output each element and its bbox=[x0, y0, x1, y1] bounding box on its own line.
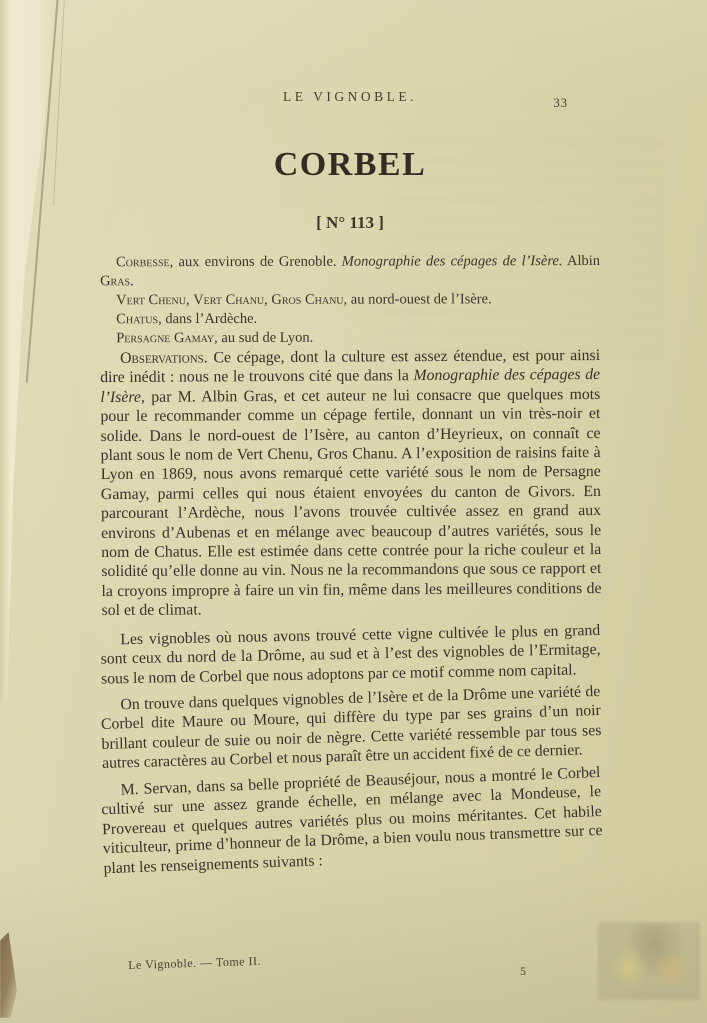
text-segment: Observations bbox=[120, 349, 204, 367]
text-segment: Gros Chanu bbox=[271, 291, 344, 308]
text-segment: , dans l’Ardèche. bbox=[158, 310, 258, 328]
text-segment: Gras bbox=[100, 273, 131, 290]
faint-photo-watermark bbox=[598, 922, 700, 1000]
text-segment: , au nord-ouest de l’Isère. bbox=[343, 291, 492, 308]
text-segment: Vert Chenu bbox=[116, 292, 186, 309]
paragraph-vignobles bbox=[100, 621, 601, 689]
synonym-list bbox=[100, 252, 600, 348]
entry-number: [ N° 113 ] bbox=[316, 213, 384, 232]
text-segment: , au sud de Lyon. bbox=[214, 329, 314, 347]
page-content bbox=[100, 0, 603, 1023]
text-segment: M. Servan, dans sa belle propriété de Beauséjour, nous a montré le Corbel cultivé sur une assez grande échelle, en mélange avec la Mondeuse, le Provereau et quelques autres variétés plus ou moins méritantes. Cet habile viticulteur, prime d’honneur de la Drôme, a bien voulu nous transmettre sur ce plant les renseignements suivants : bbox=[101, 763, 603, 877]
text-segment: Chatus bbox=[116, 311, 159, 328]
paragraph-servan bbox=[100, 763, 603, 878]
footer-imprint: Le Vignoble. — Tome II. bbox=[128, 953, 262, 972]
running-header bbox=[100, 88, 600, 110]
text-segment: . Ce cépage, dont la culture est assez étendue, est pour ainsi dire inédit : nous ne le trouvons cité que dans la bbox=[100, 346, 601, 387]
chapter-title: CORBEL bbox=[273, 146, 427, 183]
synonym-line bbox=[100, 252, 600, 291]
synonym-line bbox=[100, 290, 600, 310]
bottom-left-corner-shadow bbox=[0, 932, 17, 1018]
text-segment: Albin bbox=[562, 253, 601, 270]
text-segment: On trouve dans quelques vignobles de l’Isère et de la Drôme une variété de Corbel dite Maure ou Moure, qui diffère du type par ses grains d’un noir brillant couleur de suie ou noir de nègre. Cette variété ressemble par tous ses autres caractères au Corbel et nous paraît être un accident fixé de ce dernier. bbox=[100, 682, 602, 773]
synonym-line bbox=[100, 309, 600, 329]
text-segment: , aux environs de Grenoble. bbox=[169, 253, 342, 271]
text-segment: Monographie des cépages de l’Isère. bbox=[341, 253, 563, 270]
text-segment: Vert Chanu bbox=[193, 291, 265, 309]
text-segment: , bbox=[264, 291, 272, 308]
text-segment: , bbox=[185, 292, 194, 309]
text-segment: Corbesse bbox=[116, 254, 170, 271]
text-segment: , par M. Albin Gras, et cet auteur ne lui consacre que quelques mots pour le recommander comme un cépage fertile, donnant un vin très-noir et solide. Dans le nord-ouest de l’Isère, au canton d’Heyrieux, on connaît ce plant sous le nom de Vert Chenu, Gros Chanu. A l’exposition de raisins faite à Lyon en 1869, nous avons remarqué cette variété sous le nom de Persagne Gamay, parmi celles qui nous étaient envoyées du canton de Givors. En parcourant l’Ardèche, nous l’avons trouvée cultivée assez en grand aux environs d’Aubenas et en mélange avec beaucoup d’autres variétés, sous le nom de Chatus. Elle est estimée dans cette contrée pour la riche couleur et la solidité qu’elle donne au vin. Nous ne la recommandons que sous ce rapport et la croyons impropre à faire un vin fin, même dans les meilleures conditions de sol et de climat. bbox=[100, 385, 602, 620]
body-text bbox=[100, 346, 603, 877]
text-segment: Persagne Gamay bbox=[116, 330, 215, 347]
text-segment: . bbox=[129, 273, 134, 290]
text-segment: Monographie des cépages de l’Isère bbox=[100, 366, 601, 406]
paragraph-observations bbox=[100, 346, 602, 621]
paragraph-variete-maure bbox=[100, 682, 602, 774]
signature-number: 5 bbox=[520, 964, 526, 978]
running-title: LE VIGNOBLE. bbox=[283, 89, 417, 104]
text-segment: Les vignobles où nous avons trouvé cette vigne cultivée le plus en grand sont ceux du nord de la Drôme, au sud et à l’est des vignobles de l’Ermitage, sous le nom de Corbel que nous adoptons par ce motif comme nom capital. bbox=[100, 621, 601, 688]
page-number: 33 bbox=[553, 96, 568, 110]
